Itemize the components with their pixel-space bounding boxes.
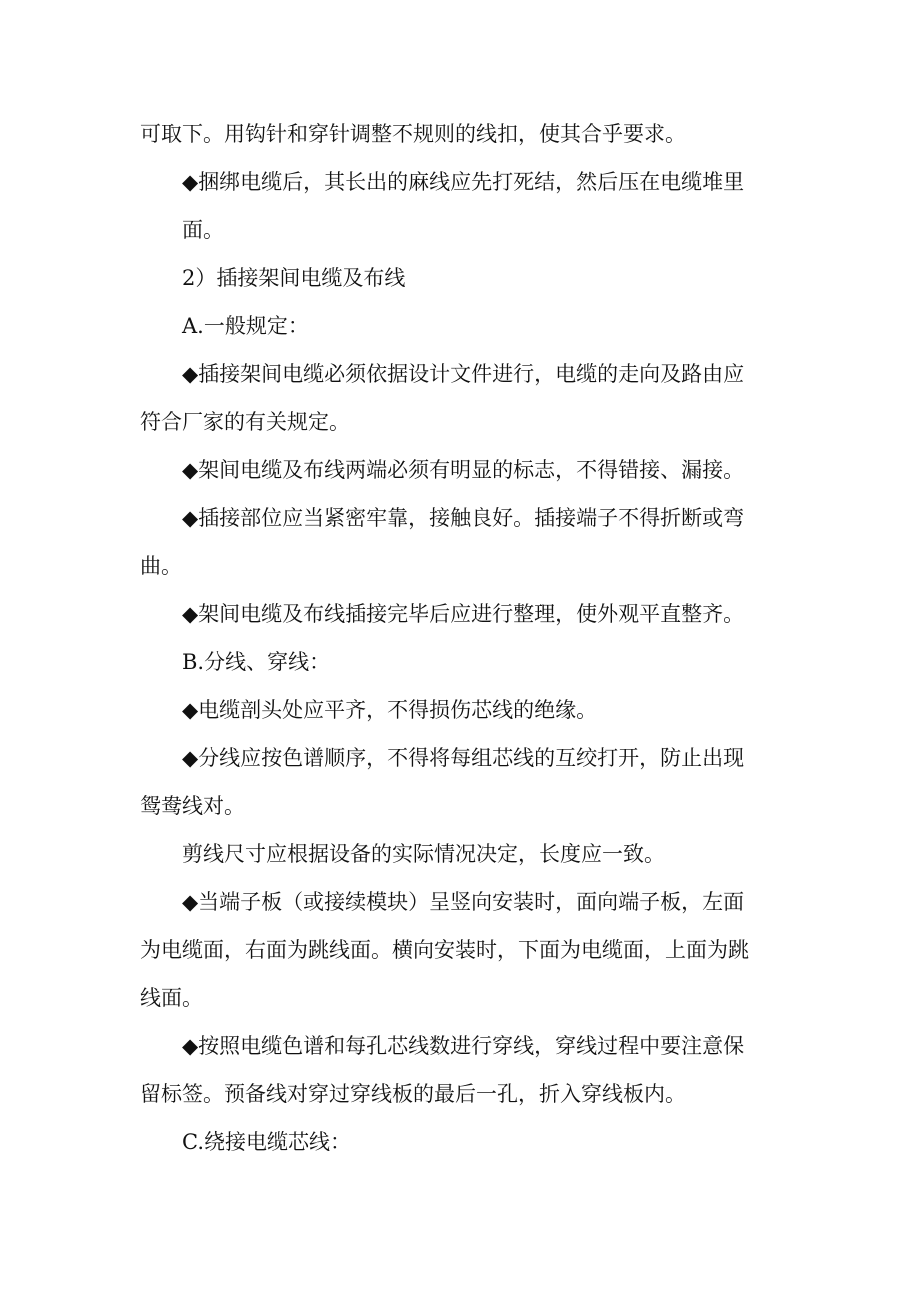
text-line: ◆当端子板（或接续模块）呈竖向安装时，面向端子板，左面 [182,890,745,914]
text-line: ◆电缆剖头处应平齐，不得损伤芯线的绝缘。 [182,698,598,722]
subsection-heading: A.一般规定： [182,314,309,338]
subsection-heading: C.绕接电缆芯线： [182,1130,351,1154]
text-line: 为电缆面，右面为跳线面。横向安装时，下面为电缆面，上面为跳 [140,938,749,962]
text-line: 可取下。用钩针和穿针调整不规则的线扣，使其合乎要求。 [140,122,686,146]
text-line: 曲。 [140,554,182,578]
text-line: ◆按照电缆色谱和每孔芯线数进行穿线，穿线过程中要注意保 [182,1034,745,1058]
text-line: 符合厂家的有关规定。 [140,410,350,434]
text-line: 线面。 [140,986,203,1010]
subsection-heading: B.分线、穿线： [182,650,331,674]
text-line: ◆分线应按色谱顺序，不得将每组芯线的互绞打开，防止出现 [182,746,745,770]
text-line: ◆捆绑电缆后，其长出的麻线应先打死结，然后压在电缆堆里 [182,170,745,194]
text-line: 剪线尺寸应根据设备的实际情况决定，长度应一致。 [182,842,665,866]
document-body [140,110,780,1166]
text-line: 面。 [182,218,224,242]
text-line: ◆架间电缆及布线两端必须有明显的标志，不得错接、漏接。 [182,458,745,482]
text-line: ◆插接架间电缆必须依据设计文件进行，电缆的走向及路由应 [182,362,745,386]
text-line: 留标签。预备线对穿过穿线板的最后一孔，折入穿线板内。 [140,1082,686,1106]
section-heading: 2）插接架间电缆及布线 [182,266,406,290]
text-line: 鸳鸯线对。 [140,794,245,818]
text-line: ◆架间电缆及布线插接完毕后应进行整理，使外观平直整齐。 [182,602,745,626]
text-line: ◆插接部位应当紧密牢靠，接触良好。插接端子不得折断或弯 [182,506,745,530]
